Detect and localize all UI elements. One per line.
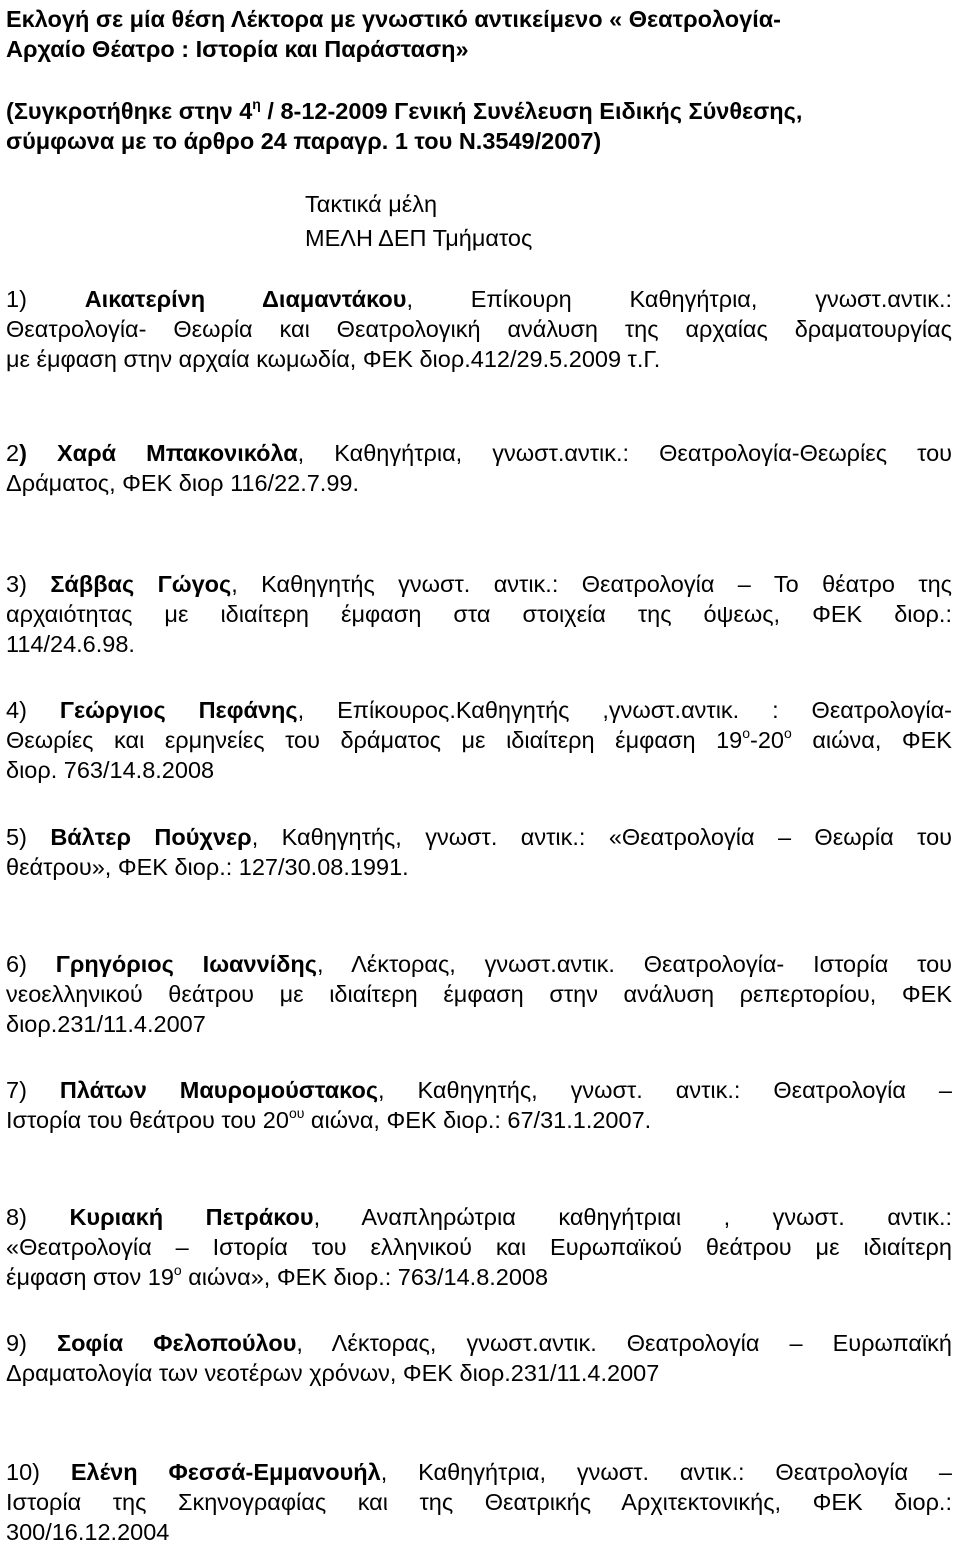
title-line-2: Αρχαίο Θέατρο : Ιστορία και Παράσταση»	[6, 36, 469, 62]
member-name: Αικατερίνη Διαμαντάκου	[84, 286, 407, 312]
members-heading	[305, 187, 532, 255]
document-title	[6, 4, 954, 64]
session-note	[6, 96, 954, 156]
member-entry-line: διορ.231/11.4.2007	[6, 1011, 206, 1037]
member-details: Ιστορία του θεάτρου του 20	[6, 1107, 289, 1133]
member-entry-line	[6, 284, 952, 314]
member-entry-3	[6, 569, 952, 659]
member-details: έμφαση στον 19	[6, 1264, 174, 1290]
member-details: αιώνα, ΦΕΚ	[791, 727, 952, 753]
member-name: ) Χαρά Μπακονικόλα	[19, 440, 298, 466]
member-entry-line: «Θεατρολογία – Ιστορία του ελληνικού και Ευρωπαϊκού θεάτρου με ιδιαίτερη	[6, 1234, 952, 1260]
superscript: ο	[173, 1262, 182, 1278]
member-number: 9)	[6, 1330, 27, 1356]
session-line-1	[6, 96, 954, 126]
member-details: , Καθηγητής, γνωστ. αντικ.: «Θεατρολογία – Θεωρία του	[251, 824, 952, 850]
superscript: ο	[742, 725, 751, 741]
member-entry-line	[6, 1457, 952, 1487]
member-entry-line: διορ. 763/14.8.2008	[6, 757, 215, 783]
faculty-members-heading: ΜΕΛΗ ΔΕΠ Τμήματος	[305, 225, 533, 251]
member-entry-line	[6, 1105, 952, 1135]
member-details: , Καθηγήτρια, γνωστ. αντικ.: Θεατρολογία –	[380, 1459, 952, 1485]
member-entry-line: Δραματολογία των νεοτέρων χρόνων, ΦΕΚ διορ.231/11.4.2007	[6, 1360, 660, 1386]
member-entry-2	[6, 438, 952, 498]
member-number: 2	[6, 440, 20, 466]
member-entry-10	[6, 1457, 952, 1547]
member-name: Σάββας Γώγος	[50, 571, 232, 597]
member-number: 10)	[6, 1459, 40, 1485]
member-entry-line: αρχαιότητας με ιδιαίτερη έμφαση στα στοιχεία της όψεως, ΦΕΚ διορ.:	[6, 601, 952, 627]
member-entry-line	[6, 1262, 952, 1292]
member-name: Ελένη Φεσσά-Εμμανουήλ	[70, 1459, 381, 1485]
member-entry-line: Δράματος, ΦΕΚ διορ 116/22.7.99.	[6, 470, 360, 496]
member-entry-line: 114/24.6.98.	[6, 631, 135, 657]
member-entry-9	[6, 1328, 952, 1388]
member-details: αιώνα», ΦΕΚ διορ.: 763/14.8.2008	[181, 1264, 549, 1290]
member-entry-line	[6, 695, 952, 725]
member-entry-line: θεάτρου», ΦΕΚ διορ.: 127/30.08.1991.	[6, 854, 409, 880]
member-entry-line	[6, 822, 952, 852]
member-name: Πλάτων Μαυρομούστακος	[59, 1077, 379, 1103]
member-name: Κυριακή Πετράκου	[69, 1204, 314, 1230]
member-entry-1	[6, 284, 952, 374]
member-details: , Επίκουρη Καθηγήτρια, γνωστ.αντικ.:	[406, 286, 953, 312]
member-number: 6)	[6, 951, 27, 977]
member-entry-8	[6, 1202, 952, 1292]
member-entry-line	[6, 1202, 952, 1232]
member-name: Γρηγόριος Ιωαννίδης	[55, 951, 317, 977]
member-name: Σοφία Φελοπούλου	[56, 1330, 297, 1356]
member-entry-line	[6, 1075, 952, 1105]
member-details: , Επίκουρος.Καθηγητής ,γνωστ.αντικ. : Θεατρολογία-	[297, 697, 953, 723]
member-details: , Λέκτορας, γνωστ.αντικ. Θεατρολογία- Ιστορία του	[317, 951, 953, 977]
member-entry-6	[6, 949, 952, 1039]
member-number: 5)	[6, 824, 27, 850]
superscript: ου	[288, 1105, 305, 1121]
regular-members-heading: Τακτικά μέλη	[305, 191, 438, 217]
member-details: , Λέκτορας, γνωστ.αντικ. Θεατρολογία – Ευρωπαϊκή	[296, 1330, 952, 1356]
member-details: Θεωρίες και ερμηνείες του δράματος με ιδιαίτερη έμφαση 19	[6, 727, 743, 753]
session-superscript: η	[252, 96, 261, 112]
member-entry-line	[6, 725, 952, 755]
member-entry-line	[6, 569, 952, 599]
member-entry-line: Ιστορία της Σκηνογραφίας και της Θεατρικής Αρχιτεκτονικής, ΦΕΚ διορ.:	[6, 1489, 952, 1515]
member-entry-line	[6, 949, 952, 979]
member-details: , Καθηγητής, γνωστ. αντικ.: Θεατρολογία –	[378, 1077, 952, 1103]
session-text: (Συγκροτήθηκε στην 4	[6, 98, 253, 124]
member-number: 7)	[6, 1077, 27, 1103]
member-number: 4)	[6, 697, 27, 723]
member-entry-line: νεοελληνικού θεάτρου με ιδιαίτερη έμφαση στην ανάλυση ρεπερτορίου, ΦΕΚ	[6, 981, 952, 1007]
member-details: , Αναπληρώτρια καθηγήτριαι , γνωστ. αντικ.:	[313, 1204, 952, 1230]
member-entry-line: με έμφαση στην αρχαία κωμωδία, ΦΕΚ διορ.412/29.5.2009 τ.Γ.	[6, 346, 661, 372]
session-line-2: σύμφωνα με το άρθρο 24 παραγρ. 1 του Ν.3549/2007)	[6, 128, 602, 154]
superscript: ο	[784, 725, 792, 741]
member-number: 8)	[6, 1204, 27, 1230]
member-details: -20	[750, 727, 784, 753]
member-name: Βάλτερ Πούχνερ	[50, 824, 252, 850]
member-details: αιώνα, ΦΕΚ διορ.: 67/31.1.2007.	[304, 1107, 652, 1133]
session-text-rest: / 8-12-2009 Γενική Συνέλευση Ειδικής Σύνθεσης,	[260, 98, 803, 124]
member-number: 1)	[6, 286, 27, 312]
member-details: , Καθηγητής γνωστ. αντικ.: Θεατρολογία – Το θέατρο της	[231, 571, 952, 597]
member-entry-5	[6, 822, 952, 882]
member-entry-7	[6, 1075, 952, 1135]
member-entry-line	[6, 1328, 952, 1358]
member-name: Γεώργιος Πεφάνης	[59, 697, 298, 723]
member-number: 3)	[6, 571, 27, 597]
member-entry-line: 300/16.12.2004	[6, 1519, 170, 1545]
member-details: , Καθηγήτρια, γνωστ.αντικ.: Θεατρολογία-Θεωρίες του	[297, 440, 952, 466]
member-entry-4	[6, 695, 952, 785]
member-entry-line: Θεατρολογία- Θεωρία και Θεατρολογική ανάλυση της αρχαίας δραματουργίας	[6, 316, 952, 342]
title-line-1: Εκλογή σε μία θέση Λέκτορα με γνωστικό αντικείμενο « Θεατρολογία-	[6, 6, 782, 32]
member-entry-line	[6, 438, 952, 468]
